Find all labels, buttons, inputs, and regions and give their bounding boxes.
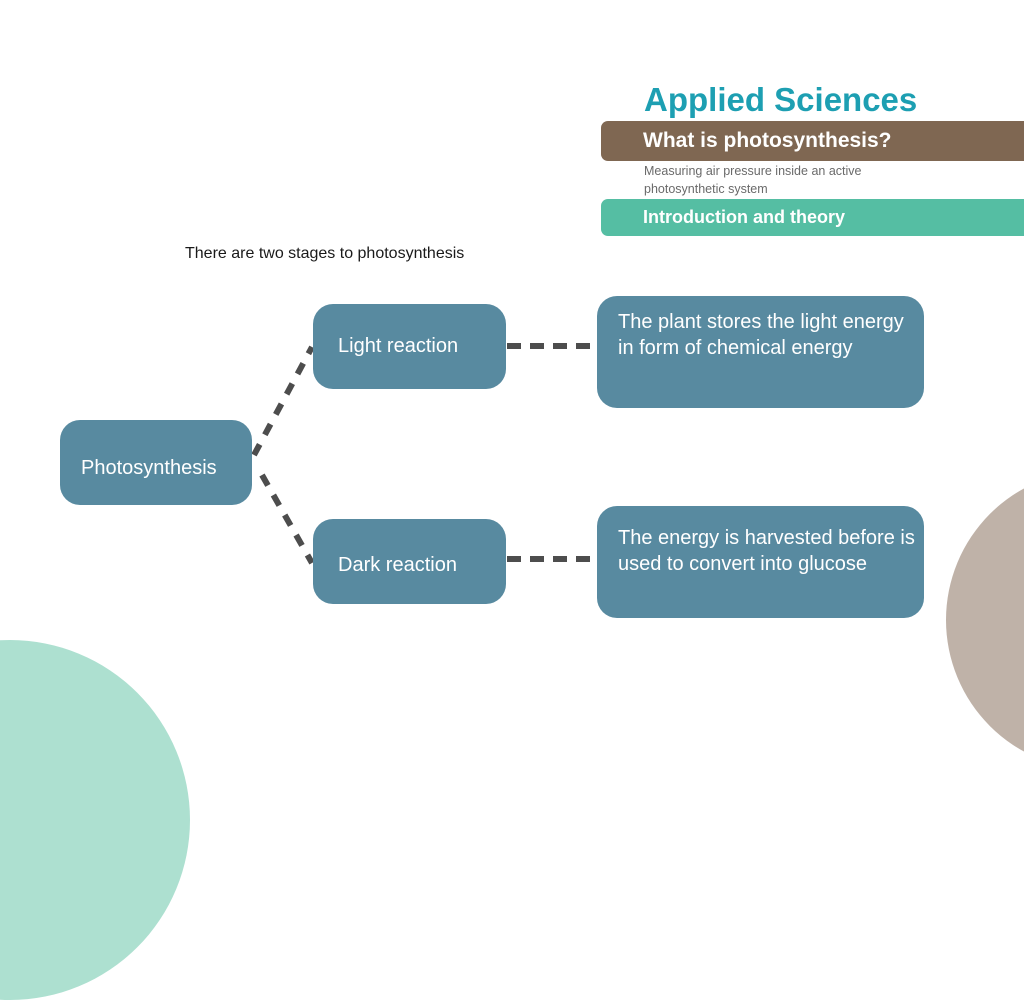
- node-dark-reaction-label: Dark reaction: [338, 554, 457, 576]
- node-light-reaction: [313, 304, 506, 389]
- node-photosynthesis-label: Photosynthesis: [81, 457, 217, 479]
- light-reaction-description-text: The plant stores the light energy in form of chemical energy: [618, 311, 904, 359]
- dark-reaction-description-text: The energy is harvested before is used to convert into glucose: [618, 527, 915, 575]
- connector-root-to-light: [254, 347, 312, 455]
- node-light-reaction-description: [597, 296, 924, 408]
- node-dark-reaction-description: [597, 506, 924, 618]
- section-title: Introduction and theory: [643, 207, 845, 227]
- intro-text: There are two stages to photosynthesis: [185, 245, 465, 262]
- node-light-reaction-label: Light reaction: [338, 335, 459, 357]
- node-dark-reaction: [313, 519, 506, 604]
- node-photosynthesis: [60, 420, 252, 505]
- page-title: What is photosynthesis?: [643, 129, 892, 152]
- page-subtitle: Measuring air pressure inside an active photosynthetic system: [644, 164, 862, 196]
- connector-root-to-dark: [262, 475, 312, 563]
- brand-logo: Applied Sciences: [644, 81, 918, 118]
